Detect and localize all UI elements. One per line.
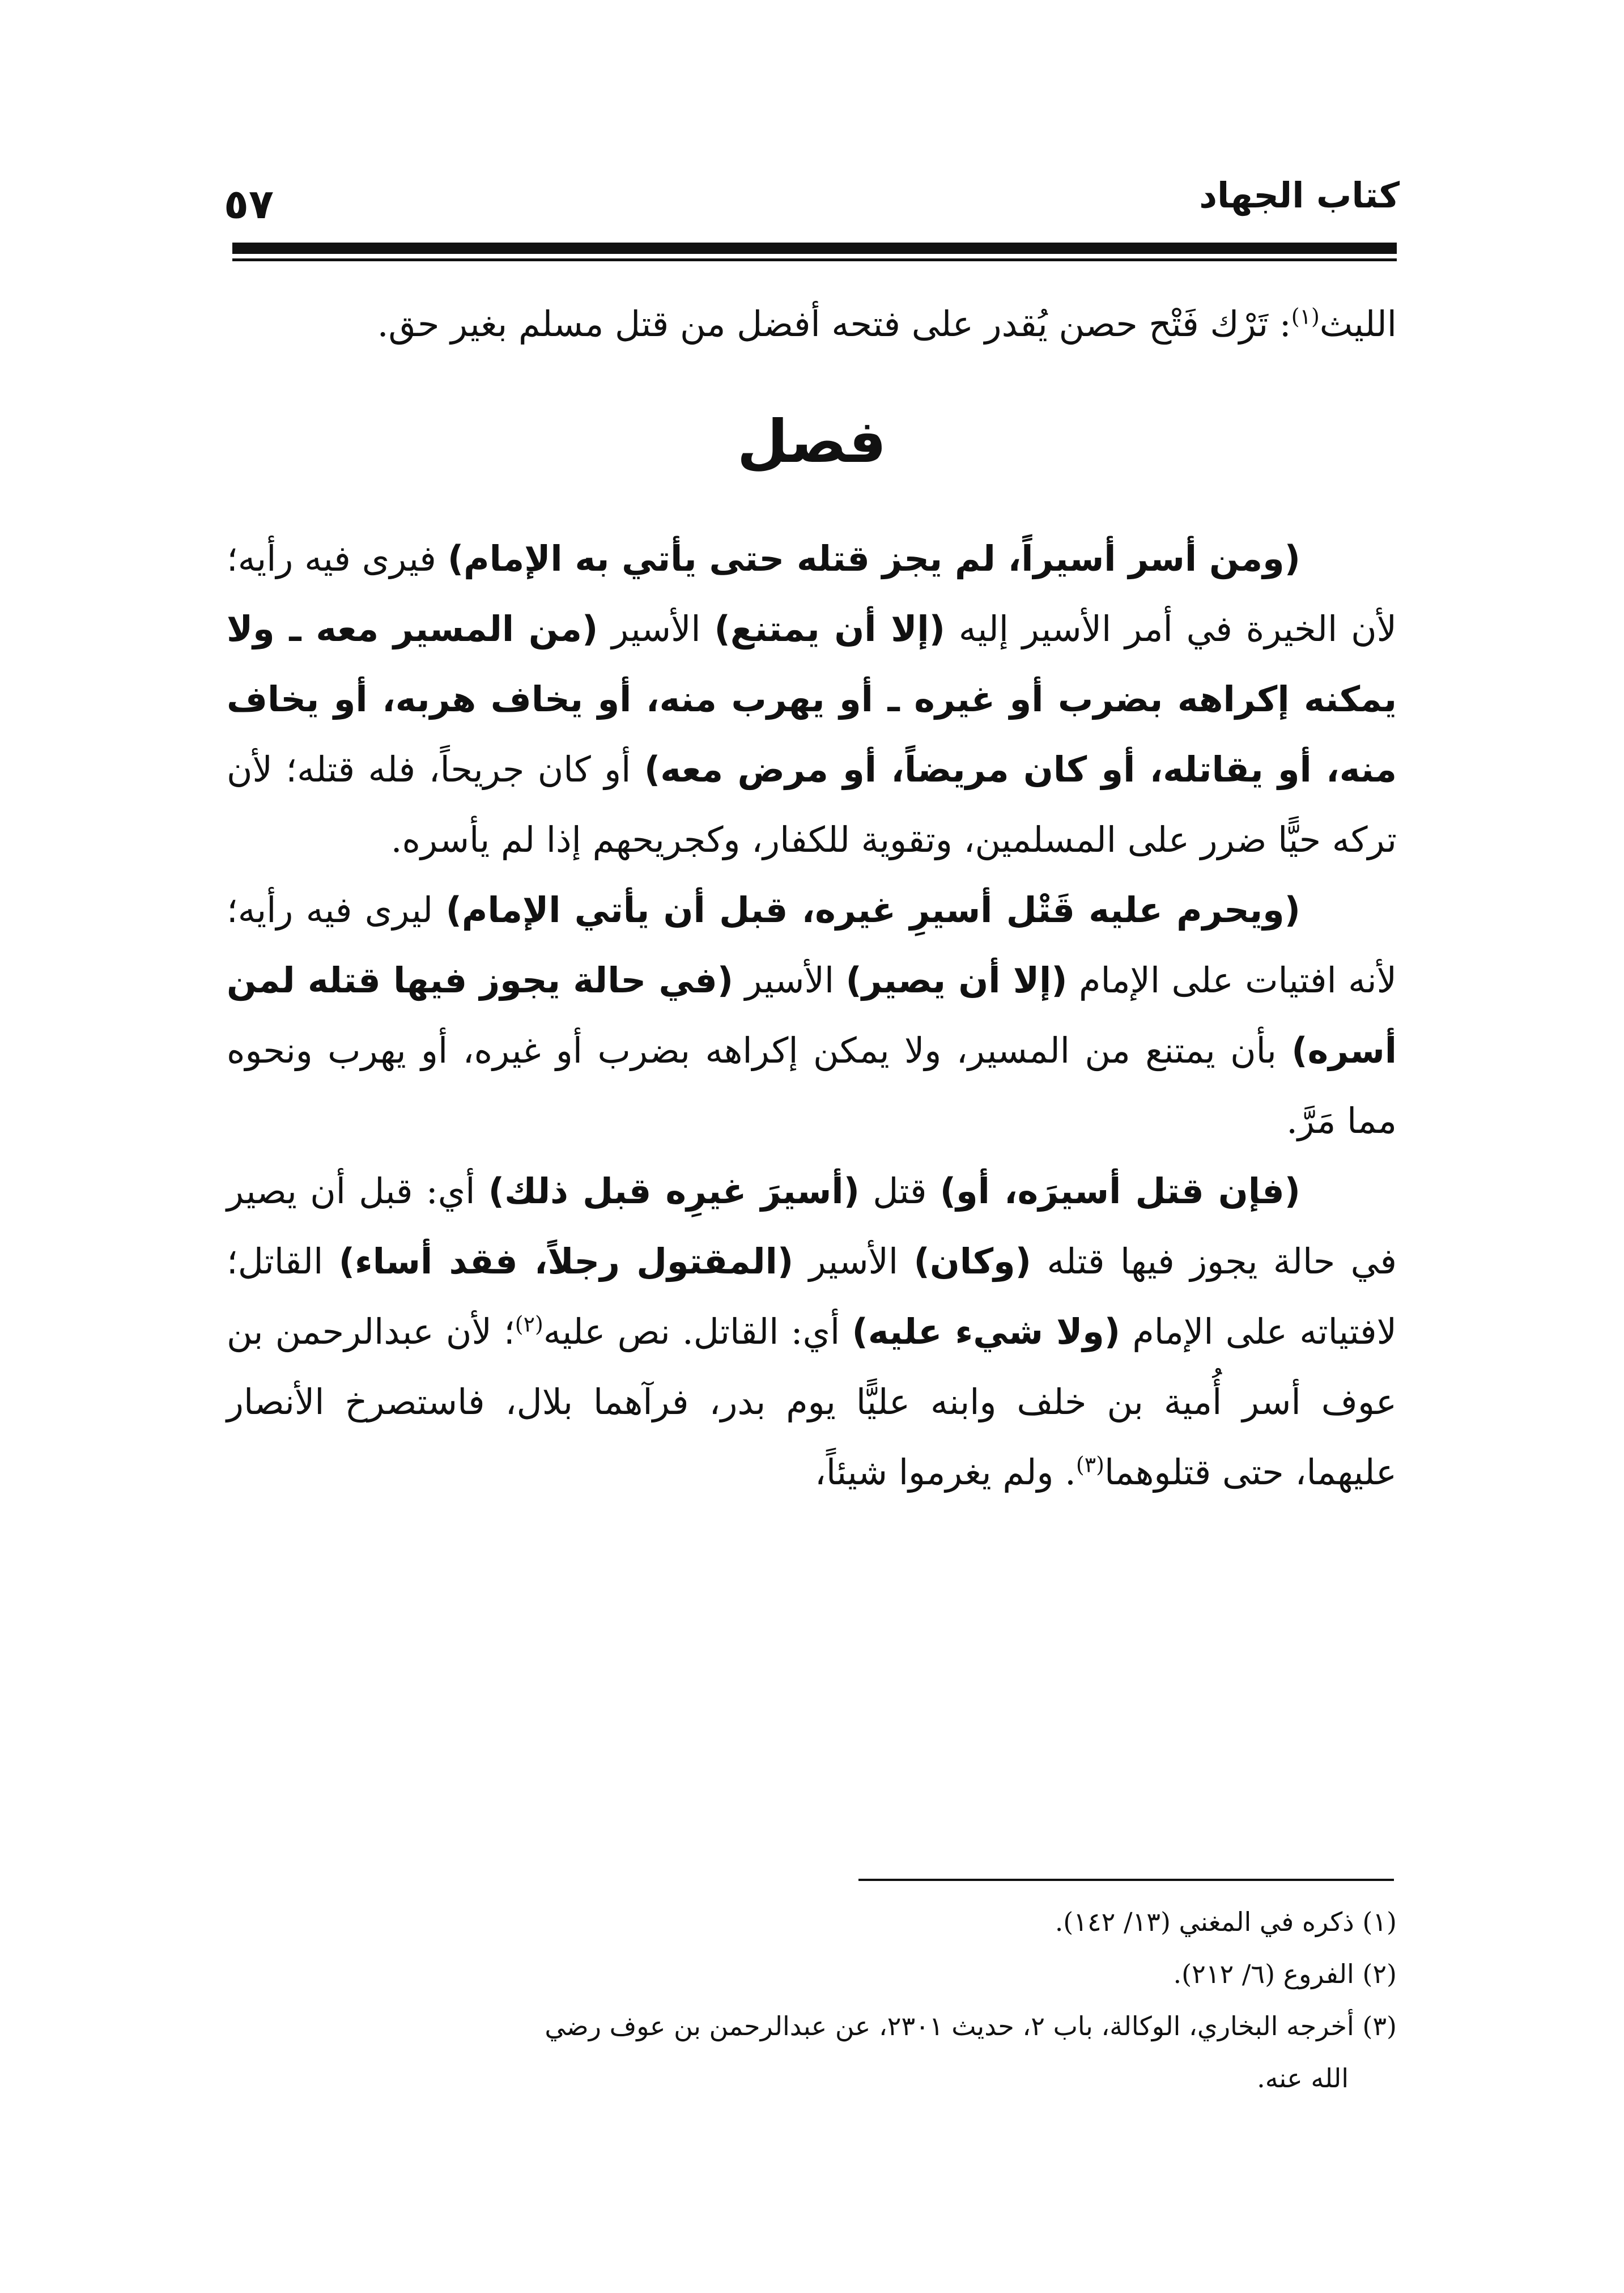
footnote-marker-3: (٣) (1075, 1452, 1104, 1477)
main-text (227, 289, 1397, 1508)
footnote-3: (٣) أخرجه البخاري، الوكالة، باب ٢، حديث ٢٣٠١، عن عبدالرحمن بن عوف رضي (545, 2011, 1397, 2041)
paragraph-2: (ومن أسر أسيراً، لم يجز قتله حتى يأتي به الإمام) فيرى فيه رأيه؛ لأن الخيرة في أمر الأسير إليه (إلا أن يمتنع) الأسير (من المسير معه ـ ولا يمكنه إكراهه بضرب أو غيره ـ أو يهرب منه، أو يخاف هربه، أو يخاف منه، أو يقاتله، أو كان مريضاً، أو مرض معه) أو كان جريحاً، فله قتله؛ لأن تركه حيًّا ضرر على المسلمين، وتقوية للكفار، وكجريحهم إذا لم يأسره. (227, 538, 1397, 860)
header-rule-thin (232, 258, 1397, 261)
footnote-marker-1: (١) (1291, 304, 1320, 329)
page-number: ٥٧ (224, 180, 274, 228)
running-header (224, 170, 1400, 238)
footnote-2: (٢) الفروع (٦/ ٢١٢). (1173, 1959, 1397, 1989)
book-title: كتاب الجهاد (1199, 175, 1400, 216)
section-heading: فصل (737, 407, 887, 476)
paragraph-3: (ويحرم عليه قَتْل أسيرِ غيره، قبل أن يأتي الإمام) ليرى فيه رأيه؛ لأنه افتيات على الإمام (إلا أن يصير) الأسير (في حالة يجوز فيها قتله لمن أسره) بأن يمتنع من المسير، ولا يمكن إكراهه بضرب أو غيره، أو يهرب ونحوه مما مَرَّ. (227, 889, 1397, 1141)
footnote-separator (858, 1879, 1394, 1881)
paragraph-1: الليث$^{(١)}$: تَرْك فَتْح حصن يُقدر على فتحه أفضل من قتل مسلم بغير حق. (377, 303, 1397, 345)
footnote-3-continuation: الله عنه. (1257, 2063, 1349, 2094)
footnote-1: (١) ذكره في المغني (١٣/ ١٤٢). (1055, 1906, 1397, 1937)
header-rule-thick (232, 243, 1397, 254)
footnotes (227, 1896, 1397, 2104)
footnote-marker-2: (٢) (515, 1311, 543, 1337)
paragraph-4: (فإن قتل أسيرَه، أو) قتل (أسيرَ غيرِه قبل ذلك) أي: قبل أن يصير في حالة يجوز فيها قتله (وكان) الأسير (المقتول رجلاً، فقد أساء) القاتل؛ لافتياته على الإمام (ولا شيء عليه) أي: القاتل. نص عليه$^{(٢)}$؛ لأن عبدالرحمن بن عوف أسر أُمية بن خلف وابنه عليًّا يوم بدر، فرآهما بلال، فاستصرخ الأنصار عليهما، حتى قتلوهما$^{(٣)}$. ولم يغرموا شيئاً، (227, 1170, 1397, 1493)
